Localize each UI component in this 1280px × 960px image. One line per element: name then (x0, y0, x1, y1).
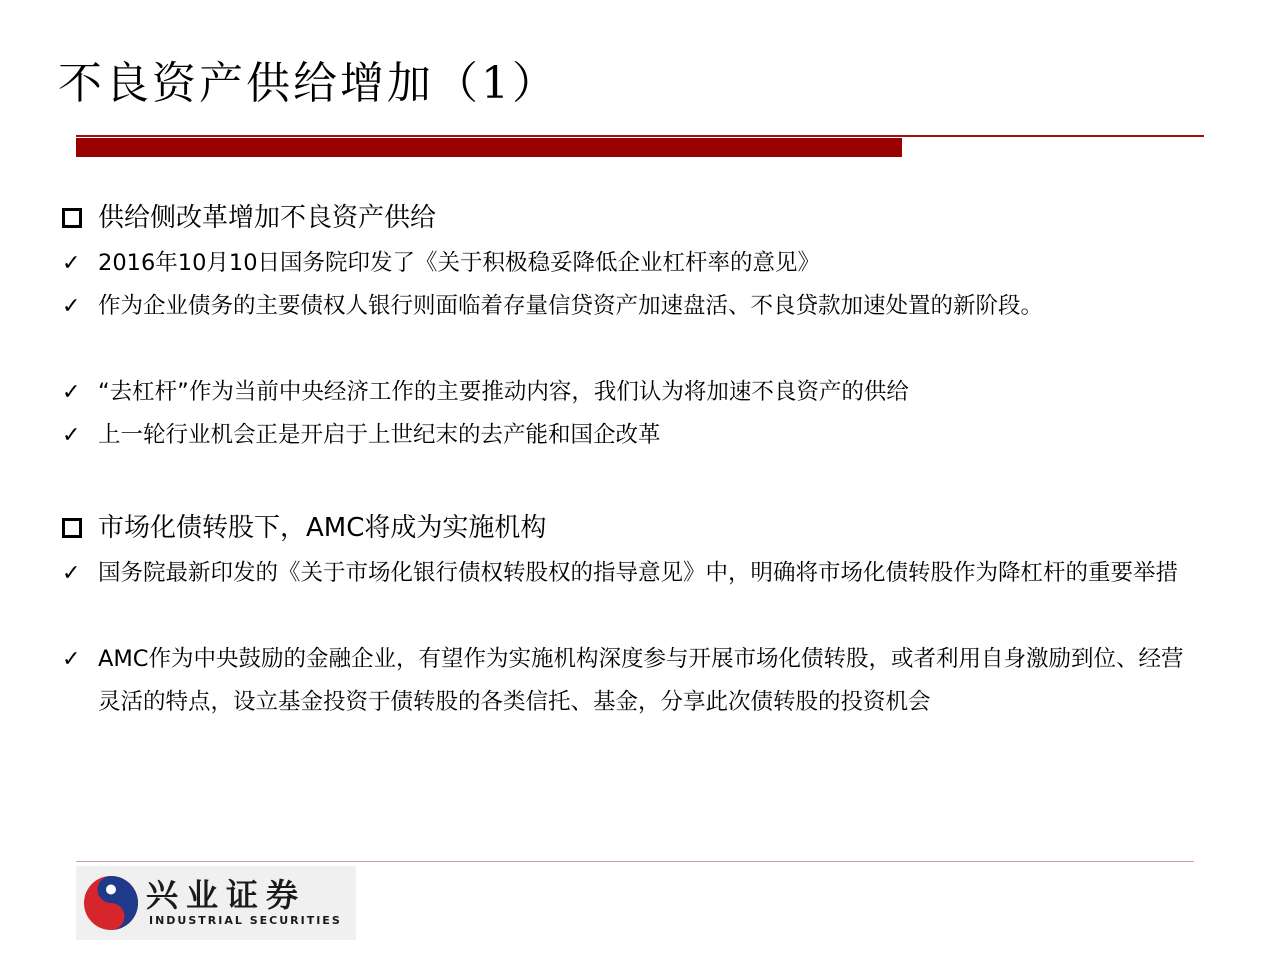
list-item (62, 552, 1202, 595)
list-item-text: 国务院最新印发的《关于市场化银行债权转股权的指导意见》中，明确将市场化债转股作为降杠杆的重要举措 (98, 560, 1179, 586)
list-item (62, 371, 1202, 414)
section-heading-supply-reform (62, 198, 436, 238)
section-heading-debt-equity-swap (62, 508, 546, 548)
check-icon: ✓ (62, 294, 81, 319)
check-icon: ✓ (62, 561, 81, 586)
logo-chinese-name: 兴业证券 (146, 876, 307, 914)
section-heading-text: 市场化债转股下，AMC将成为实施机构 (98, 513, 547, 543)
title-divider-line (76, 135, 1204, 137)
title-accent-bar (76, 138, 902, 157)
list-item (62, 414, 1202, 457)
check-icon: ✓ (62, 251, 81, 276)
list-item (62, 285, 1202, 328)
square-bullet-icon (62, 208, 82, 228)
list-item-text: 上一轮行业机会正是开启于上世纪末的去产能和国企改革 (98, 422, 661, 448)
list-item (62, 242, 1202, 285)
check-icon: ✓ (62, 380, 81, 405)
list-item-text: AMC作为中央鼓励的金融企业，有望作为实施机构深度参与开展市场化债转股，或者利用自身激励到位、经营灵活的特点，设立基金投资于债转股的各类信托、基金，分享此次债转股的投资机会 (98, 646, 1184, 715)
square-bullet-icon (62, 518, 82, 538)
check-icon: ✓ (62, 647, 81, 672)
company-logo (76, 866, 356, 940)
check-icon: ✓ (62, 423, 81, 448)
list-item-text: “去杠杆”作为当前中央经济工作的主要推动内容，我们认为将加速不良资产的供给 (98, 379, 909, 405)
list-item-text: 2016年10月10日国务院印发了《关于积极稳妥降低企业杠杆率的意见》 (98, 250, 821, 276)
slide-title: 不良资产供给增加（1） (58, 58, 559, 109)
logo-english-name: INDUSTRIAL SECURITIES (149, 914, 342, 927)
footer-divider-line (76, 861, 1194, 862)
section-heading-text: 供给侧改革增加不良资产供给 (98, 203, 437, 233)
list-item (62, 638, 1202, 724)
list-item-text: 作为企业债务的主要债权人银行则面临着存量信贷资产加速盘活、不良贷款加速处置的新阶段。 (98, 293, 1044, 319)
logo-swirl-icon (82, 874, 140, 932)
